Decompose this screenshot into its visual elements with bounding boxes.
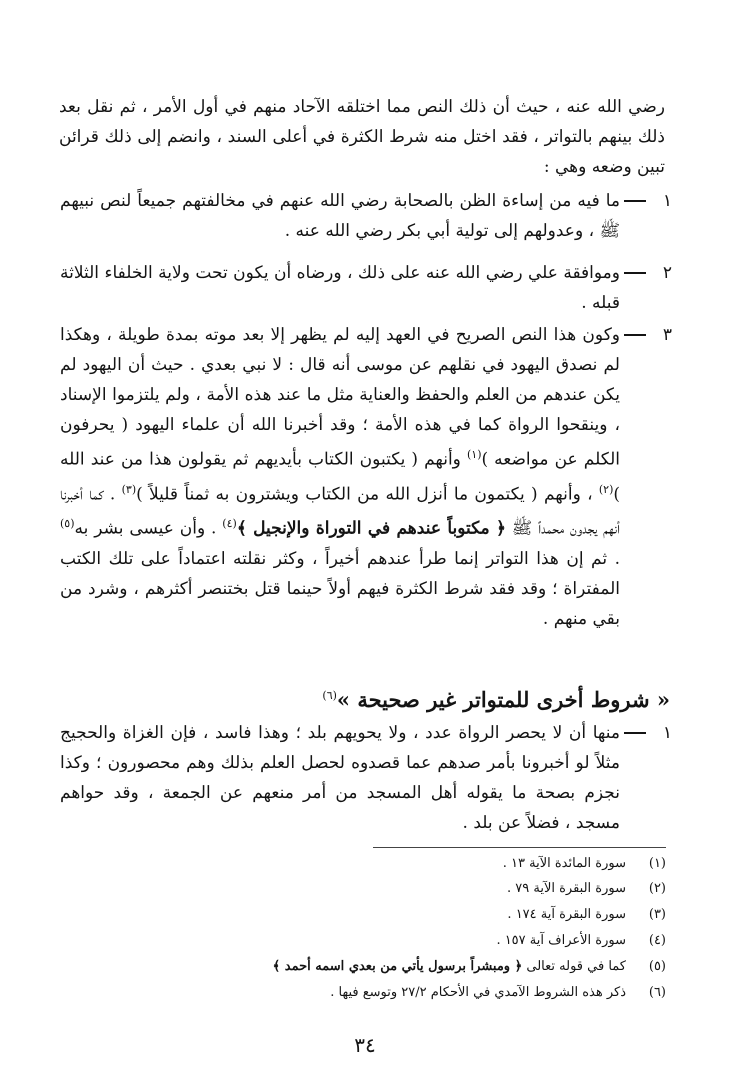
heading-text: « شروط أخرى للمتواتر غير صحيحة » <box>336 687 670 712</box>
footnote-number: (٥) <box>648 959 666 974</box>
dash-mark <box>624 732 646 734</box>
footnote <box>60 877 666 901</box>
footnote-ref: (٤) <box>222 517 237 531</box>
footnote-text: سورة الأعراف آية ١٥٧ . <box>496 933 626 948</box>
text-run: وكون هذا النص الصريح في العهد إليه لم يظهر إلا بعد موته بمدة طويلة ، وهكذا لم نصدق اليهود في نقلهم عن موسى أنه قال : لا نبي بعدي . حيث أن اليهود لم يكن عندهم من العلم والحفظ والعناية مثل ما عند هذه الأمة ، ولم يلتزموا الإسناد ، وينقحوا الرواة كما في هذه الأمة ؛ وقد أخبرنا الله أن علماء اليهود ( يحرفون الكلم عن مواضعه ) <box>60 325 620 470</box>
item-text: وموافقة علي رضي الله عنه على ذلك ، ورضاه أن يكون تحت ولاية الخلفاء الثلاثة قبله . <box>60 263 620 313</box>
text-run: . ثم إن هذا التواتر إنما طرأ عندهم أخيراً ، وكثر نقلته اعتماداً على تلك الكتب المفتراة ؛ وقد فقد شرط الكثرة فيهم أولاً حينما قتل بختنصر أكثرهم ، وشرد من بقي منهم . <box>60 548 620 629</box>
page-number: ٣٤ <box>354 1033 376 1057</box>
list-item-after-heading <box>60 718 672 838</box>
footnote-ref: (١) <box>466 448 482 461</box>
footnote-number: (١) <box>648 856 666 871</box>
footnote <box>60 955 666 979</box>
footnote <box>60 981 666 1005</box>
item-number: ١ <box>662 191 672 211</box>
footnote-separator <box>373 847 666 848</box>
footnote-ref: (٦) <box>322 689 337 702</box>
text-run: . كما أخبرنا أنهم يجدون محمداً ﷺ <box>60 484 620 539</box>
footnote-text: سورة البقرة آية ١٧٤ . <box>507 907 626 922</box>
quran-quote: ﴿ مكتوباً عندهم في التوراة والإنجيل ﴾ <box>236 518 506 539</box>
item-number: ٢ <box>662 263 672 283</box>
footnote <box>60 852 666 876</box>
section-heading <box>58 680 670 716</box>
footnote-number: (٢) <box>648 881 666 896</box>
footnote <box>60 929 666 953</box>
item-text <box>60 320 620 634</box>
item-number: ١ <box>662 723 672 743</box>
list-item-2 <box>60 258 672 318</box>
item-text: منها أن لا يحصر الرواة عدد ، ولا يحويهم بلد ؛ وهذا فاسد ، فإن الغزاة والحجيج مثلاً لو أخبرونا بأمر صدهم عما قصدوه لحصل العلم بذلك وهم محصورون ؛ وكذا نجزم بصحة ما يقوله أهل المسجد من أمر منعهم عن الجمعة ، وقد حواهم مسجد ، فضلاً عن بلد . <box>60 723 620 833</box>
list-item-1 <box>60 186 672 246</box>
dash-mark <box>624 272 646 274</box>
footnote-text: ذكر هذه الشروط الآمدي في الأحكام ٢٧/٢ وتوسع فيها . <box>330 985 626 1000</box>
item-number: ٣ <box>662 325 672 345</box>
footnote <box>60 903 666 927</box>
footnote-number: (٣) <box>648 907 666 922</box>
quran-quote: ﴿ ومبشراً برسول يأتي من بعدي اسمه أحمد ﴾ <box>272 959 523 974</box>
footnote-ref: (٢) <box>598 482 614 496</box>
footnote-number: (٦) <box>648 985 666 1000</box>
intro-paragraph: رضي الله عنه ، حيث أن ذلك النص مما اختلقه الآحاد منهم في أول الأمر ، ثم نقل بعد ذلك بينهم بالتواتر ، فقد اختل منه شرط الكثرة في أعلى السند ، وانضم إلى ذلك قرائن تبين وضعه وهي : <box>59 97 665 177</box>
text-run: وأنهم ( يكتبون الكتاب بأيديهم ثم يقولون هذا من عند الله ) <box>60 449 621 505</box>
text-run: ، وأنهم ( يكتمون ما أنزل الله من الكتاب ويشترون به ثمناً قليلاً ) <box>136 484 599 505</box>
footnote-ref: (٣) <box>121 482 137 496</box>
footnote-ref: (٥) <box>60 517 75 531</box>
text-run: . وأن عيسى بشر به <box>74 518 223 539</box>
dash-mark <box>624 200 646 202</box>
footnote-text: كما في قوله تعالى <box>522 959 626 974</box>
dash-mark <box>624 334 646 336</box>
footnote-text: سورة البقرة الآية ٧٩ . <box>507 881 626 896</box>
item-text: ما فيه من إساءة الظن بالصحابة رضي الله عنهم في مخالفتهم جميعاً لنص نبيهم ﷺ ، وعدولهم إلى تولية أبي بكر رضي الله عنه . <box>60 191 620 241</box>
list-item-3 <box>60 320 672 634</box>
footnote-text: سورة المائدة الآية ١٣ . <box>502 856 626 871</box>
footnote-number: (٤) <box>648 933 666 948</box>
